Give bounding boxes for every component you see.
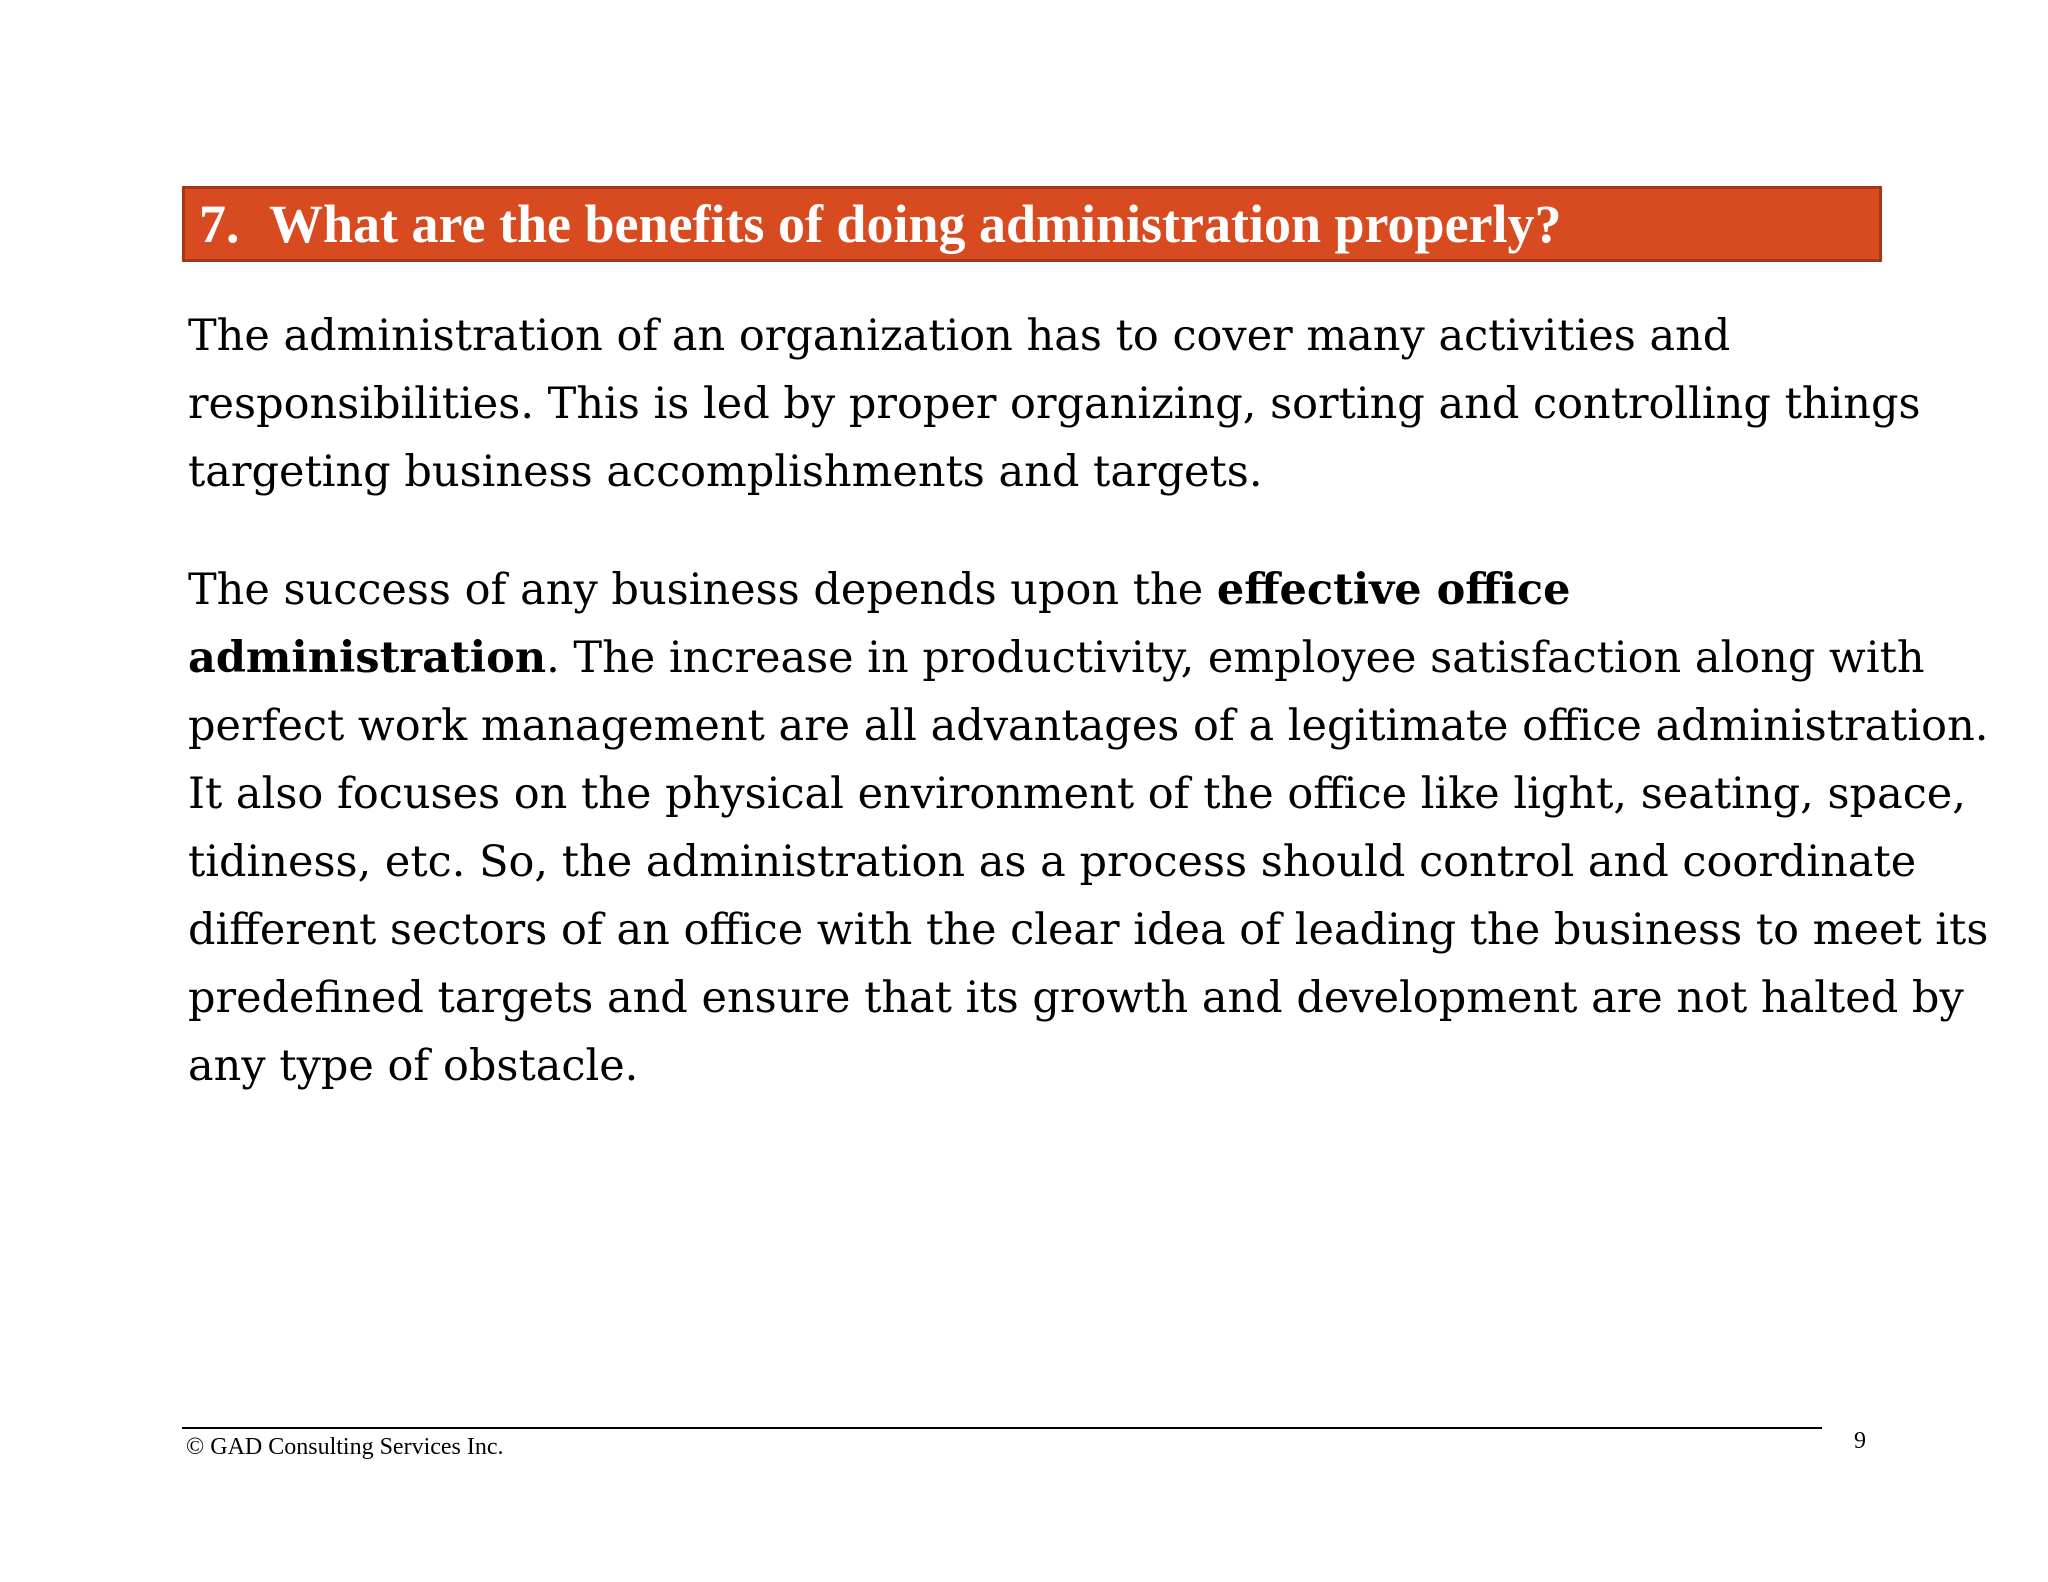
paragraph-2-line-2-text: . The increase in productivity, employee satisfaction along with (546, 633, 1925, 683)
section-number: 7. (199, 194, 240, 254)
paragraph-2-line-1-text: The success of any business depends upon the (188, 565, 1217, 615)
paragraph-2-line-3: perfect work management are all advantages of a legitimate office administration. (188, 701, 1989, 751)
paragraph-2-line-6: different sectors of an office with the clear idea of leading the business to meet its (188, 905, 1989, 955)
paragraph-2-line-2 (188, 624, 1925, 692)
body-text (188, 302, 1989, 1150)
emphasis-administration: administration (188, 633, 547, 683)
page-number: 9 (1854, 1428, 1866, 1454)
emphasis-effective-office: effective office (1216, 565, 1571, 615)
paragraph-1-line-3: targeting business accomplishments and targets. (188, 447, 1263, 497)
paragraph-2 (188, 556, 1989, 1100)
footer-copyright: © GAD Consulting Services Inc. (186, 1434, 504, 1460)
section-heading (182, 186, 1882, 262)
paragraph-2-line-4: It also focuses on the physical environment of the office like light, seating, space, (188, 769, 1966, 819)
paragraph-2-line-7: predefined targets and ensure that its growth and development are not halted by (188, 973, 1964, 1023)
paragraph-2-line-8: any type of obstacle. (188, 1041, 639, 1091)
section-title: What are the benefits of doing administration properly? (269, 194, 1562, 254)
paragraph-1 (188, 302, 1921, 506)
footer-divider (182, 1427, 1822, 1429)
paragraph-2-line-5: tidiness, etc. So, the administration as a process should control and coordinate (188, 837, 1917, 887)
paragraph-2-line-1 (188, 556, 1888, 624)
paragraph-1-line-2: responsibilities. This is led by proper organizing, sorting and controlling things (188, 379, 1921, 429)
paragraph-1-line-1: The administration of an organization has to cover many activities and (188, 311, 1731, 361)
